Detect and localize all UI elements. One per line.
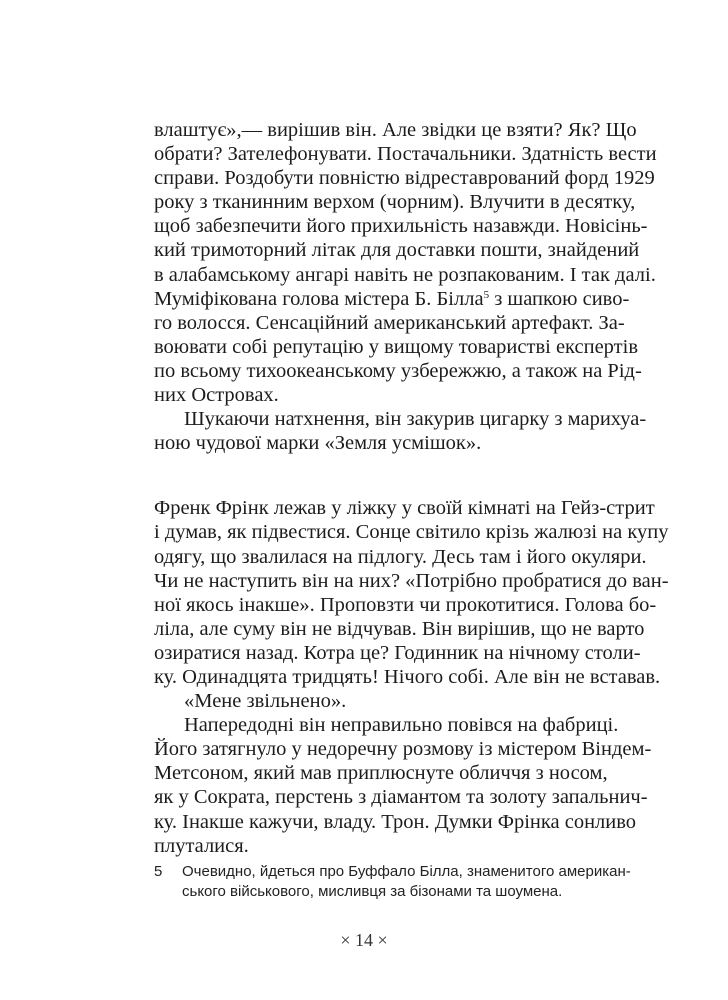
text-line: справи. Роздобути повністю відреставрований форд 1929	[154, 167, 655, 190]
footnote-line: Очевидно, йдеться про Буффало Білла, знаменитого американ-	[182, 863, 631, 880]
text-line: Його затягнуло у недоречну розмову із містером Віндем-	[154, 738, 652, 761]
text-line	[154, 287, 630, 311]
text-line: щоб забезпечити його прихильність назавжди. Новісінь-	[154, 215, 648, 238]
paragraph	[154, 713, 652, 858]
page-number: × 14 ×	[340, 930, 388, 950]
text-line: одягу, що звалилася на підлогу. Десь там і його окуляри.	[154, 545, 647, 568]
text-line: «Мене звільнено».	[184, 690, 347, 713]
text-line: року з тканинним верхом (чорним). Влучити в десятку,	[154, 191, 636, 214]
text-line: Френк Фрінк лежав у ліжку у своїй кімнаті на Гейз-стрит	[154, 497, 655, 520]
text-line: і думав, як підвестися. Сонце світило крізь жалюзі на купу	[154, 521, 669, 544]
text-segment: Муміфікована голова містера Б. Білла	[154, 287, 484, 310]
footnote-line: ського військового, мисливця за бізонами та шоумена.	[182, 883, 563, 900]
paragraph	[154, 118, 657, 407]
paragraph	[154, 407, 647, 455]
footnote-number: 5	[154, 863, 163, 880]
text-line: по всьому тихоокеанському узбережжю, а також на Рід-	[154, 359, 642, 382]
text-line: озиратися назад. Котра це? Годинник на нічному столи-	[154, 641, 641, 664]
text-line: них Островах.	[154, 384, 279, 407]
text-line: кий тримоторний літак для доставки пошти, знайдений	[154, 239, 640, 262]
text-line: в алабамському ангарі навіть не розпакованим. І так далі.	[154, 263, 656, 286]
text-line: го волосся. Сенсаційний американський артефакт. За-	[154, 311, 625, 334]
main-text	[154, 118, 669, 858]
text-segment: з шапкою сиво-	[489, 287, 630, 310]
text-line: як у Сократа, перстень з діамантом та золоту запальнич-	[154, 786, 648, 809]
text-line: ку. Інакше кажучи, владу. Трон. Думки Фрінка сонливо	[154, 810, 637, 833]
text-line: обрати? Зателефонувати. Постачальники. Здатність вести	[154, 143, 657, 166]
footnote-ref[interactable]: 5	[483, 288, 490, 301]
text-line: ної якось інакше». Проповзти чи прокотитися. Голова бо-	[154, 593, 657, 616]
text-line: влаштує»,— вирішив він. Але звідки це взяти? Як? Що	[154, 119, 637, 141]
text-line: Чи не наступить він на них? «Потрібно пробратися до ван-	[154, 569, 669, 592]
paragraph	[154, 689, 584, 713]
text-line: Шукаючи натхнення, він закурив цигарку з марихуа-	[184, 408, 647, 431]
text-line: Напередодні він неправильно повівся на фабриці.	[184, 714, 619, 737]
text-line: ку. Одинадцята тридцять! Нічого собі. Але він не вставав.	[154, 665, 661, 688]
text-line: воювати собі репутацію у вищому товаристві експертів	[154, 335, 638, 358]
footnote	[154, 862, 631, 902]
section-break	[154, 455, 584, 496]
footnote-text	[182, 862, 631, 902]
text-line: плуталися.	[154, 834, 249, 857]
text-line: ною чудової марки «Земля усмішок».	[154, 432, 482, 455]
text-line: ліла, але суму він не відчував. Він вирішив, що не варто	[154, 617, 645, 640]
text-line: Метсоном, який мав приплюснуте обличчя з носом,	[154, 762, 608, 785]
paragraph	[154, 496, 669, 689]
